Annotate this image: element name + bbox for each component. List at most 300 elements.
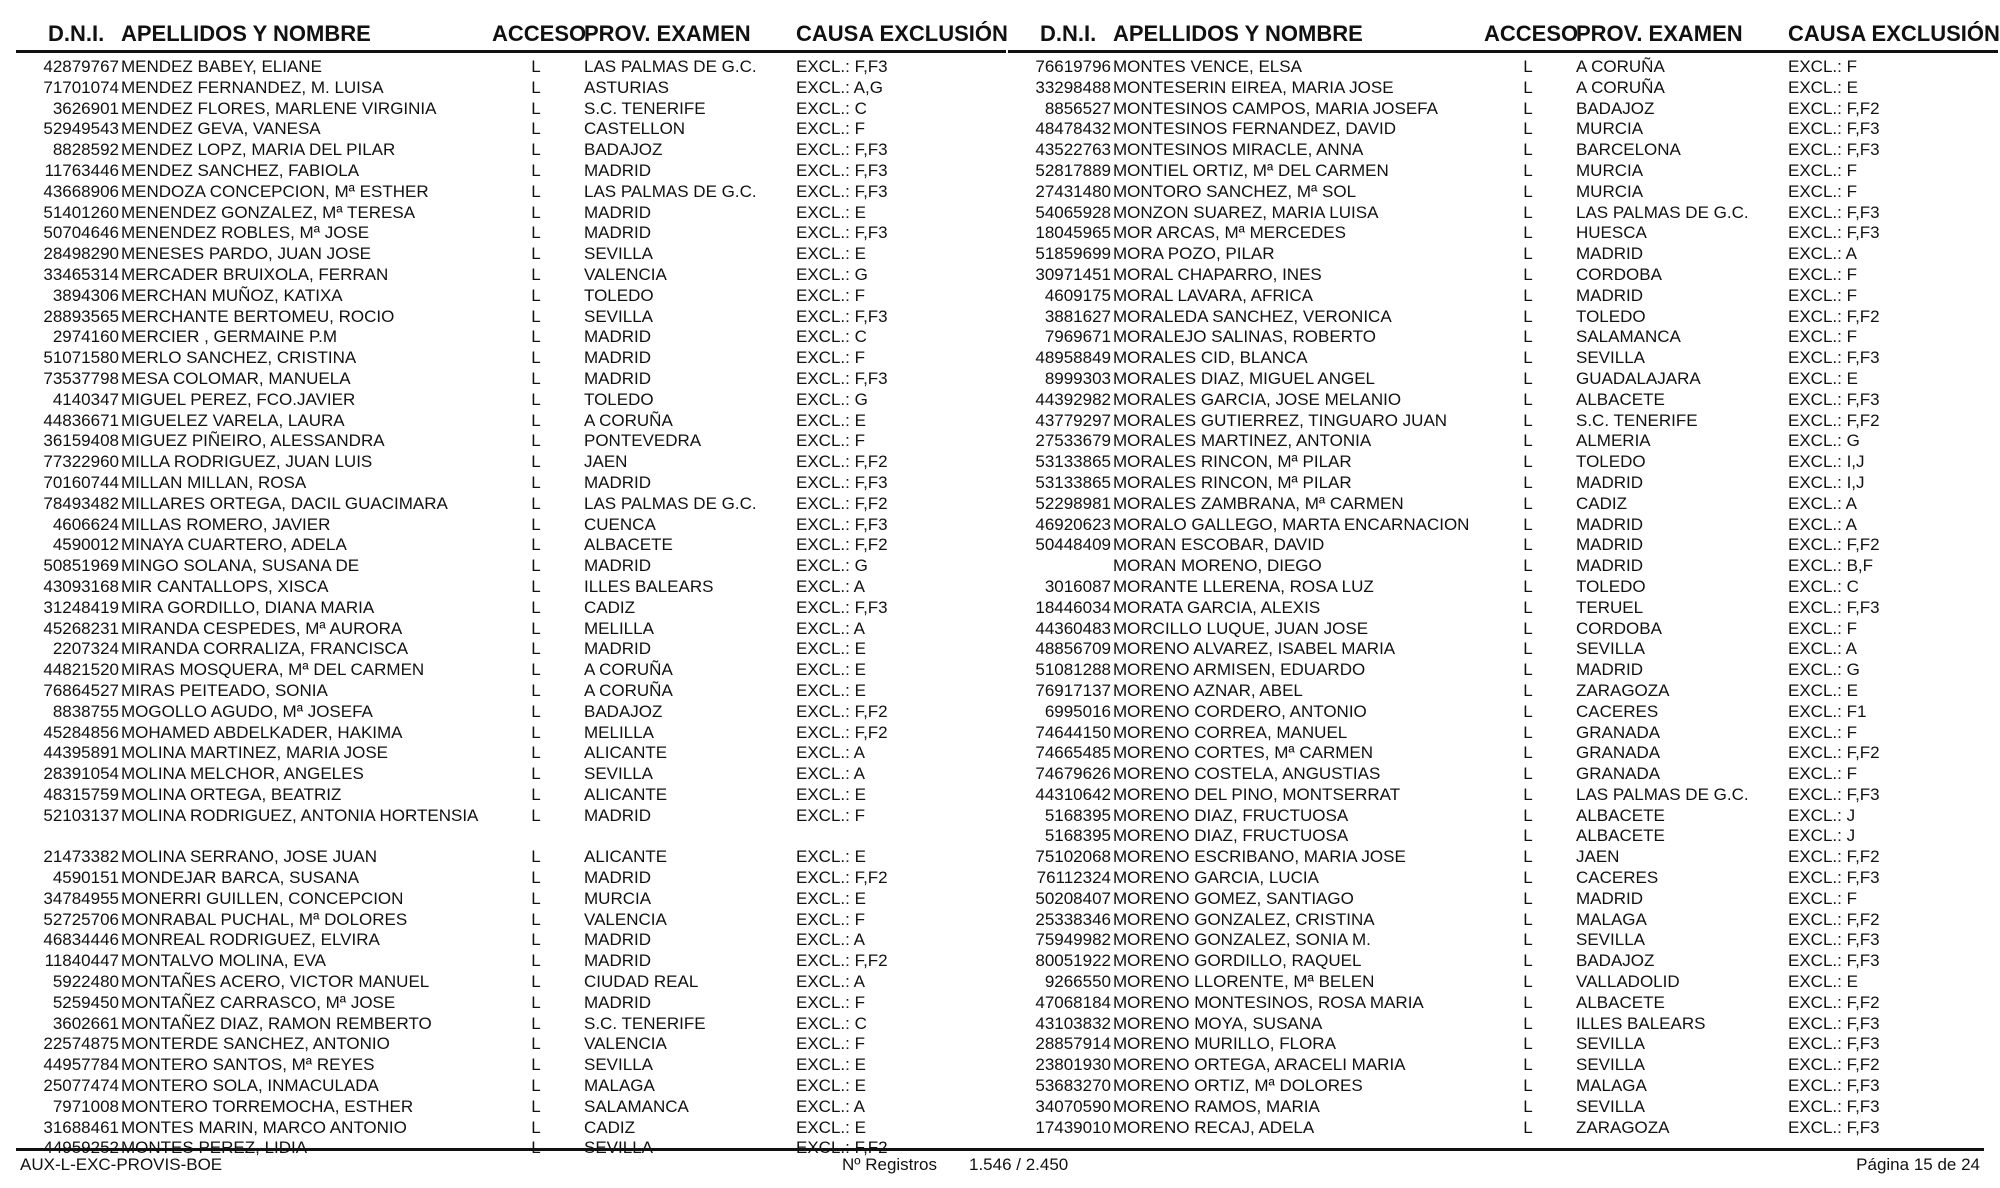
name-cell: MORENO ORTIZ, Mª DOLORES — [1113, 1076, 1363, 1096]
name-cell: MORAN ESCOBAR, DAVID — [1113, 535, 1325, 555]
causa-cell: EXCL.: F,F2 — [796, 722, 888, 742]
causa-cell: EXCL.: F,F3 — [796, 472, 888, 492]
causa-cell: EXCL.: E — [796, 1076, 866, 1096]
acceso-cell: L — [1523, 285, 1533, 305]
name-cell: MORALES MARTINEZ, ANTONIA — [1113, 431, 1372, 451]
table-body — [1008, 57, 1998, 1138]
dni-cell: 51401260 — [43, 202, 119, 222]
causa-cell: EXCL.: F,F3 — [796, 181, 888, 201]
acceso-cell: L — [1523, 805, 1533, 825]
prov-cell: CADIZ — [584, 1117, 635, 1137]
table-row — [1008, 99, 1998, 120]
name-cell: MONTERO SOLA, INMACULADA — [121, 1076, 379, 1096]
header-acceso: ACCESO — [1484, 21, 1579, 46]
name-cell: MONDEJAR BARCA, SUSANA — [121, 868, 360, 888]
acceso-cell: L — [531, 57, 541, 76]
header-prov: PROV. EXAMEN — [1576, 21, 1743, 46]
acceso-cell: L — [531, 327, 541, 347]
dni-cell: 42879767 — [43, 57, 119, 76]
name-cell: MONTES VENCE, ELSA — [1113, 57, 1302, 76]
prov-cell: MADRID — [584, 327, 652, 347]
name-cell: MORENO CORREA, MANUEL — [1113, 722, 1348, 742]
table-row — [16, 244, 1006, 265]
prov-cell: CIUDAD REAL — [584, 972, 699, 992]
prov-cell: BARCELONA — [1576, 140, 1681, 160]
acceso-cell: L — [1523, 847, 1533, 867]
acceso-cell: L — [531, 639, 541, 659]
causa-cell: EXCL.: F,F3 — [1788, 1076, 1880, 1096]
acceso-cell: L — [1523, 951, 1533, 971]
causa-cell: EXCL.: A — [1788, 493, 1857, 513]
causa-cell: EXCL.: E — [1788, 368, 1858, 388]
name-cell: MORENO CORTES, Mª CARMEN — [1113, 743, 1374, 763]
dni-cell: 25338346 — [1035, 909, 1111, 929]
acceso-cell: L — [531, 452, 541, 472]
prov-cell: A CORUÑA — [584, 680, 673, 700]
causa-cell: EXCL.: F — [1788, 327, 1857, 347]
acceso-cell: L — [1523, 1096, 1533, 1116]
header-dni: D.N.I. — [48, 21, 105, 46]
prov-cell: MADRID — [584, 992, 652, 1012]
name-cell: MESA COLOMAR, MANUELA — [121, 368, 351, 388]
table-row — [16, 203, 1006, 224]
name-cell: MORALEDA SANCHEZ, VERONICA — [1113, 306, 1392, 326]
name-cell: MORA POZO, PILAR — [1113, 244, 1275, 264]
table-row — [1008, 826, 1998, 847]
prov-cell: ZARAGOZA — [1576, 1117, 1670, 1137]
acceso-cell: L — [1523, 514, 1533, 534]
causa-cell: EXCL.: F,F3 — [1788, 597, 1880, 617]
prov-cell: SEVILLA — [584, 1055, 653, 1075]
registros-value: 1.546 / 2.450 — [969, 1155, 1069, 1174]
table-row — [16, 1076, 1006, 1097]
prov-cell: MADRID — [1576, 244, 1644, 264]
acceso-cell: L — [531, 992, 541, 1012]
table-row — [16, 452, 1006, 473]
table-row — [16, 223, 1006, 244]
prov-cell: GRANADA — [1576, 743, 1661, 763]
table-row — [1008, 203, 1998, 224]
causa-cell: EXCL.: F,F3 — [1788, 223, 1880, 243]
table-row — [1008, 411, 1998, 432]
dni-cell: 52725706 — [43, 909, 119, 929]
table-row — [16, 327, 1006, 348]
table-row — [1008, 182, 1998, 203]
dni-cell: 43668906 — [43, 181, 119, 201]
table-row — [16, 868, 1006, 889]
acceso-cell: L — [1523, 701, 1533, 721]
name-cell: MONZON SUAREZ, MARIA LUISA — [1113, 202, 1379, 222]
acceso-cell: L — [1523, 556, 1533, 576]
acceso-cell: L — [1523, 1034, 1533, 1054]
prov-cell: ALMERIA — [1576, 431, 1651, 451]
dni-cell: 7971008 — [52, 1096, 119, 1116]
causa-cell: EXCL.: A — [796, 972, 865, 992]
prov-cell: TOLEDO — [584, 389, 654, 409]
causa-cell: EXCL.: F — [796, 805, 865, 825]
table-row — [1008, 1076, 1998, 1097]
acceso-cell: L — [531, 909, 541, 929]
causa-cell: EXCL.: F,F3 — [796, 597, 888, 617]
prov-cell: MELILLA — [584, 618, 654, 638]
acceso-cell: L — [531, 847, 541, 867]
causa-cell: EXCL.: F — [796, 1034, 865, 1054]
prov-cell: JAEN — [584, 452, 628, 472]
prov-cell: MADRID — [1576, 888, 1644, 908]
acceso-cell: L — [531, 1096, 541, 1116]
prov-cell: MADRID — [584, 202, 652, 222]
name-cell: MONRABAL PUCHAL, Mª DOLORES — [121, 909, 408, 929]
name-cell: MENENDEZ ROBLES, Mª JOSE — [121, 223, 370, 243]
name-cell: MORENO GOMEZ, SANTIAGO — [1113, 888, 1354, 908]
header-prov: PROV. EXAMEN — [584, 21, 751, 46]
dni-cell: 5922480 — [52, 972, 119, 992]
name-cell: MORAN MORENO, DIEGO — [1113, 556, 1322, 576]
prov-cell: ALICANTE — [584, 743, 668, 763]
prov-cell: MALAGA — [584, 1076, 655, 1096]
prov-cell: VALLADOLID — [1576, 972, 1680, 992]
table-row — [1008, 57, 1998, 78]
name-cell: MOLINA SERRANO, JOSE JUAN — [121, 847, 377, 867]
prov-cell: CADIZ — [1576, 493, 1627, 513]
table-header — [16, 18, 1006, 53]
causa-cell: EXCL.: F — [796, 909, 865, 929]
causa-cell: EXCL.: F,F2 — [796, 535, 888, 555]
causa-cell: EXCL.: F,F3 — [1788, 951, 1880, 971]
name-cell: MORENO COSTELA, ANGUSTIAS — [1113, 764, 1381, 784]
prov-cell: GRANADA — [1576, 722, 1661, 742]
prov-cell: ZARAGOZA — [1576, 680, 1670, 700]
acceso-cell: L — [1523, 77, 1533, 97]
dni-cell: 43522763 — [1035, 140, 1111, 160]
prov-cell: LAS PALMAS DE G.C. — [1576, 202, 1749, 222]
prov-cell: MADRID — [584, 930, 652, 950]
name-cell: MONTERDE SANCHEZ, ANTONIO — [121, 1034, 390, 1054]
acceso-cell: L — [531, 1076, 541, 1096]
table-row — [16, 577, 1006, 598]
prov-cell: MADRID — [1576, 660, 1644, 680]
dni-cell: 8828592 — [52, 140, 119, 160]
acceso-cell: L — [531, 493, 541, 513]
name-cell: MONTALVO MOLINA, EVA — [121, 951, 326, 971]
name-cell: MORENO LLORENTE, Mª BELEN — [1113, 972, 1375, 992]
name-cell: MONTAÑEZ DIAZ, RAMON REMBERTO — [121, 1013, 432, 1033]
dni-cell: 34784955 — [43, 888, 119, 908]
acceso-cell: L — [531, 1055, 541, 1075]
name-cell: MILLARES ORTEGA, DACIL GUACIMARA — [121, 493, 448, 513]
name-cell: MORENO ARMISEN, EDUARDO — [1113, 660, 1366, 680]
name-cell: MONTIEL ORTIZ, Mª DEL CARMEN — [1113, 160, 1389, 180]
table-row — [1008, 951, 1998, 972]
prov-cell: SEVILLA — [584, 1138, 653, 1158]
prov-cell: SALAMANCA — [1576, 327, 1681, 347]
prov-cell: SEVILLA — [1576, 930, 1645, 950]
dni-cell: 74644150 — [1035, 722, 1111, 742]
table-row — [16, 785, 1006, 806]
prov-cell: MURCIA — [1576, 119, 1644, 139]
name-cell: MORALES CID, BLANCA — [1113, 348, 1308, 368]
left-column — [16, 18, 1006, 1159]
acceso-cell: L — [1523, 722, 1533, 742]
dni-cell: 9266550 — [1044, 972, 1111, 992]
table-row — [16, 265, 1006, 286]
table-row — [16, 515, 1006, 536]
causa-cell: EXCL.: F — [1788, 160, 1857, 180]
causa-cell: EXCL.: E — [796, 660, 866, 680]
prov-cell: MALAGA — [1576, 1076, 1647, 1096]
causa-cell: EXCL.: F,F2 — [1788, 743, 1880, 763]
causa-cell: EXCL.: F — [1788, 764, 1857, 784]
name-cell: MONTAÑES ACERO, VICTOR MANUEL — [121, 972, 430, 992]
prov-cell: MALAGA — [1576, 909, 1647, 929]
table-row — [16, 390, 1006, 411]
causa-cell: EXCL.: F,F2 — [1788, 306, 1880, 326]
prov-cell: MADRID — [584, 160, 652, 180]
dni-cell: 11763446 — [44, 160, 119, 180]
prov-cell: SEVILLA — [1576, 1034, 1645, 1054]
acceso-cell: L — [531, 160, 541, 180]
causa-cell: EXCL.: F — [1788, 57, 1857, 76]
dni-cell: 34070590 — [1035, 1096, 1111, 1116]
causa-cell: EXCL.: F — [1788, 285, 1857, 305]
table-row — [16, 702, 1006, 723]
name-cell: MORALEJO SALINAS, ROBERTO — [1113, 327, 1376, 347]
causa-cell: EXCL.: F1 — [1788, 701, 1867, 721]
causa-cell: EXCL.: A,G — [796, 77, 883, 97]
dni-cell: 46920623 — [1035, 514, 1111, 534]
causa-cell: EXCL.: E — [796, 784, 866, 804]
prov-cell: LAS PALMAS DE G.C. — [584, 181, 757, 201]
causa-cell: EXCL.: F — [1788, 618, 1857, 638]
acceso-cell: L — [1523, 826, 1533, 846]
dni-cell: 52817889 — [1035, 160, 1111, 180]
table-row — [1008, 140, 1998, 161]
registros-label: Nº Registros — [842, 1155, 938, 1174]
table-row — [16, 119, 1006, 140]
acceso-cell: L — [1523, 431, 1533, 451]
dni-cell: 51071580 — [43, 348, 119, 368]
name-cell: MORALES RINCON, Mª PILAR — [1113, 472, 1352, 492]
report-code: AUX-L-EXC-PROVIS-BOE — [20, 1155, 223, 1174]
table-row — [16, 182, 1006, 203]
prov-cell: MADRID — [584, 472, 652, 492]
prov-cell: SEVILLA — [1576, 1096, 1645, 1116]
causa-cell: EXCL.: E — [796, 244, 866, 264]
causa-cell: EXCL.: A — [796, 1096, 865, 1116]
name-cell: MORENO DIAZ, FRUCTUOSA — [1113, 826, 1349, 846]
acceso-cell: L — [531, 972, 541, 992]
acceso-cell: L — [1523, 389, 1533, 409]
table-row — [1008, 1034, 1998, 1055]
acceso-cell: L — [1523, 57, 1533, 76]
dni-cell: 52103137 — [43, 805, 119, 825]
table-row — [16, 431, 1006, 452]
header-name: APELLIDOS Y NOMBRE — [1113, 21, 1363, 46]
table-body — [16, 57, 1006, 1159]
causa-cell: EXCL.: F,F2 — [796, 951, 888, 971]
acceso-cell: L — [1523, 327, 1533, 347]
prov-cell: BADAJOZ — [1576, 951, 1655, 971]
name-cell: MORENO ALVAREZ, ISABEL MARIA — [1113, 639, 1396, 659]
table-row — [16, 161, 1006, 182]
acceso-cell: L — [531, 660, 541, 680]
causa-cell: EXCL.: E — [1788, 77, 1858, 97]
dni-cell: 28893565 — [43, 306, 119, 326]
prov-cell: A CORUÑA — [1576, 77, 1665, 97]
prov-cell: VALENCIA — [584, 1034, 667, 1054]
causa-cell: EXCL.: E — [1788, 680, 1858, 700]
acceso-cell: L — [531, 431, 541, 451]
acceso-cell: L — [531, 930, 541, 950]
name-cell: MORALES GARCIA, JOSE MELANIO — [1113, 389, 1402, 409]
dni-cell: 44821520 — [43, 660, 119, 680]
acceso-cell: L — [531, 805, 541, 825]
name-cell: MORANTE LLERENA, ROSA LUZ — [1113, 576, 1374, 596]
acceso-cell: L — [531, 535, 541, 555]
acceso-cell: L — [531, 285, 541, 305]
dni-cell: 25077474 — [43, 1076, 119, 1096]
name-cell: MERCIER , GERMAINE P.M — [121, 327, 337, 347]
prov-cell: VALENCIA — [584, 264, 667, 284]
dni-cell: 45268231 — [43, 618, 119, 638]
dni-cell: 78493482 — [43, 493, 119, 513]
prov-cell: ALICANTE — [584, 784, 668, 804]
name-cell: MORENO MURILLO, FLORA — [1113, 1034, 1336, 1054]
dni-cell: 4609175 — [1044, 285, 1111, 305]
acceso-cell: L — [1523, 743, 1533, 763]
table-row — [1008, 535, 1998, 556]
acceso-cell: L — [531, 1013, 541, 1033]
acceso-cell: L — [1523, 660, 1533, 680]
acceso-cell: L — [531, 348, 541, 368]
acceso-cell: L — [1523, 348, 1533, 368]
table-row — [1008, 847, 1998, 868]
dni-cell: 33465314 — [43, 264, 119, 284]
name-cell: MONTES MARIN, MARCO ANTONIO — [121, 1117, 407, 1137]
acceso-cell: L — [531, 368, 541, 388]
table-row — [16, 930, 1006, 951]
prov-cell: TOLEDO — [1576, 576, 1646, 596]
table-row — [1008, 286, 1998, 307]
name-cell: MERCHANTE BERTOMEU, ROCIO — [121, 306, 395, 326]
acceso-cell: L — [531, 951, 541, 971]
prov-cell: ILLES BALEARS — [1576, 1013, 1706, 1033]
table-row — [16, 951, 1006, 972]
dni-cell: 44360483 — [1035, 618, 1111, 638]
name-cell: MORENO AZNAR, ABEL — [1113, 680, 1303, 700]
causa-cell: EXCL.: E — [796, 847, 866, 867]
causa-cell: EXCL.: E — [796, 410, 866, 430]
acceso-cell: L — [531, 181, 541, 201]
prov-cell: MADRID — [1576, 514, 1644, 534]
prov-cell: LAS PALMAS DE G.C. — [584, 493, 757, 513]
dni-cell: 51081288 — [1035, 660, 1111, 680]
table-row — [16, 889, 1006, 910]
prov-cell: MADRID — [1576, 472, 1644, 492]
table-row — [1008, 473, 1998, 494]
table-row — [16, 806, 1006, 848]
table-row — [1008, 681, 1998, 702]
prov-cell: SEVILLA — [1576, 348, 1645, 368]
name-cell: MONTESINOS FERNANDEZ, DAVID — [1113, 119, 1397, 139]
acceso-cell: L — [1523, 930, 1533, 950]
name-cell: MERLO SANCHEZ, CRISTINA — [121, 348, 357, 368]
prov-cell: BADAJOZ — [584, 140, 663, 160]
acceso-cell: L — [531, 244, 541, 264]
causa-cell: EXCL.: G — [796, 264, 868, 284]
name-cell: MENDEZ LOPZ, MARIA DEL PILAR — [121, 140, 396, 160]
dni-cell: 77322960 — [43, 452, 119, 472]
causa-cell: EXCL.: A — [1788, 244, 1857, 264]
name-cell: MIGUEL PEREZ, FCO.JAVIER — [121, 389, 356, 409]
prov-cell: GUADALAJARA — [1576, 368, 1701, 388]
dni-cell: 71701074 — [43, 77, 119, 97]
causa-cell: EXCL.: F,F2 — [1788, 410, 1880, 430]
table-row — [1008, 660, 1998, 681]
causa-cell: EXCL.: B,F — [1788, 556, 1874, 576]
table-row — [1008, 889, 1998, 910]
dni-cell: 6995016 — [1044, 701, 1111, 721]
prov-cell: ALBACETE — [1576, 992, 1665, 1012]
name-cell: MENDEZ FLORES, MARLENE VIRGINIA — [121, 98, 437, 118]
table-row — [16, 535, 1006, 556]
acceso-cell: L — [1523, 410, 1533, 430]
prov-cell: A CORUÑA — [584, 660, 673, 680]
acceso-cell: L — [531, 119, 541, 139]
name-cell: MIRAS PEITEADO, SONIA — [121, 680, 328, 700]
prov-cell: JAEN — [1576, 847, 1620, 867]
table-row — [16, 993, 1006, 1014]
acceso-cell: L — [1523, 306, 1533, 326]
acceso-cell: L — [531, 868, 541, 888]
causa-cell: EXCL.: F — [796, 348, 865, 368]
dni-cell: 18446034 — [1035, 597, 1111, 617]
acceso-cell: L — [1523, 452, 1533, 472]
table-row — [1008, 723, 1998, 744]
name-cell: MILLAS ROMERO, JAVIER — [121, 514, 331, 534]
table-row — [1008, 972, 1998, 993]
table-row — [1008, 161, 1998, 182]
table-row — [1008, 78, 1998, 99]
dni-cell: 43093168 — [43, 576, 119, 596]
acceso-cell: L — [531, 888, 541, 908]
prov-cell: TERUEL — [1576, 597, 1644, 617]
causa-cell: EXCL.: F,F2 — [1788, 847, 1880, 867]
table-row — [1008, 307, 1998, 328]
acceso-cell: L — [1523, 868, 1533, 888]
prov-cell: SEVILLA — [1576, 639, 1645, 659]
dni-cell: 30971451 — [1035, 264, 1111, 284]
prov-cell: MADRID — [1576, 535, 1644, 555]
name-cell: MOLINA ORTEGA, BEATRIZ — [121, 784, 342, 804]
prov-cell: VALENCIA — [584, 909, 667, 929]
table-row — [1008, 119, 1998, 140]
causa-cell: EXCL.: F — [1788, 722, 1857, 742]
header-dni: D.N.I. — [1040, 21, 1097, 46]
acceso-cell: L — [1523, 576, 1533, 596]
dni-cell: 7969671 — [1044, 327, 1111, 347]
acceso-cell: L — [531, 743, 541, 763]
acceso-cell: L — [531, 701, 541, 721]
causa-cell: EXCL.: E — [796, 1055, 866, 1075]
dni-cell: 54065928 — [1035, 202, 1111, 222]
dni-cell: 4606624 — [52, 514, 119, 534]
prov-cell: CORDOBA — [1576, 264, 1662, 284]
acceso-cell: L — [1523, 618, 1533, 638]
acceso-cell: L — [531, 1117, 541, 1137]
prov-cell: BADAJOZ — [584, 701, 663, 721]
table-row — [1008, 993, 1998, 1014]
